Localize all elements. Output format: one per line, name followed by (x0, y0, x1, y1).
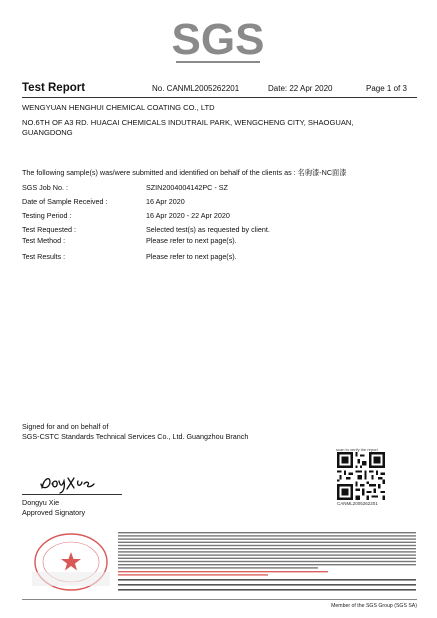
signed-line-2: SGS-CSTC Standards Technical Services Co., Ltd. Guangzhou Branch (22, 431, 249, 441)
signatory-title: Approved Signatory (22, 508, 86, 517)
report-title: Test Report (22, 82, 86, 94)
field-label: Testing Period : (22, 211, 72, 220)
sgs-logo (170, 6, 266, 68)
sample-intro: The following sample(s) was/were submitted and identified on behalf of the clients as : 名驹漆-NC面漆 (22, 168, 347, 177)
field-value: Please refer to next page(s). (146, 252, 237, 261)
signed-behalf (22, 422, 248, 441)
signatory-name: Dongyu Xie (22, 498, 60, 507)
field-value: 16 Apr 2020 - 22 Apr 2020 (146, 211, 230, 220)
header-divider (22, 97, 417, 98)
field-label: Test Requested : (22, 225, 76, 234)
report-number: No. CANML2005262201 (152, 84, 240, 93)
field-label: Test Results : (22, 252, 66, 261)
sgs-member-note: Member of the SGS Group (SGS SA) (331, 603, 417, 609)
qr-caption: scan to verify the report (336, 447, 378, 452)
red-seal-stamp (28, 530, 114, 594)
signed-line-1: Signed for and on behalf of (22, 422, 109, 431)
field-label: Date of Sample Received : (22, 197, 108, 206)
logo-text: SGS (171, 15, 265, 64)
disclaimer-text-block (118, 532, 418, 594)
field-label: Test Method : (22, 236, 66, 245)
qr-code-icon[interactable] (337, 452, 385, 500)
signature-line (22, 494, 122, 495)
handwritten-signature (38, 472, 112, 494)
field-value: Selected test(s) as requested by client. (146, 225, 270, 234)
field-value: 16 Apr 2020 (146, 197, 185, 206)
report-date: Date: 22 Apr 2020 (268, 84, 333, 93)
client-address: NO.6TH OF A3 RD. HUACAI CHEMICALS INDUTRAIL PARK, WENGCHENG CITY, SHAOGUAN, GUANGDONG (22, 118, 354, 137)
field-value: SZIN2004004142PC - SZ (146, 183, 228, 192)
field-value: Please refer to next page(s). (146, 236, 237, 245)
signatory (22, 498, 85, 518)
client-name: WENGYUAN HENGHUI CHEMICAL COATING CO., LTD (22, 103, 215, 112)
footer-divider (22, 599, 417, 600)
qr-code-number: CANML2005262201 (337, 501, 378, 506)
field-label: SGS Job No. : (22, 183, 68, 192)
page-indicator: Page 1 of 3 (366, 84, 407, 93)
